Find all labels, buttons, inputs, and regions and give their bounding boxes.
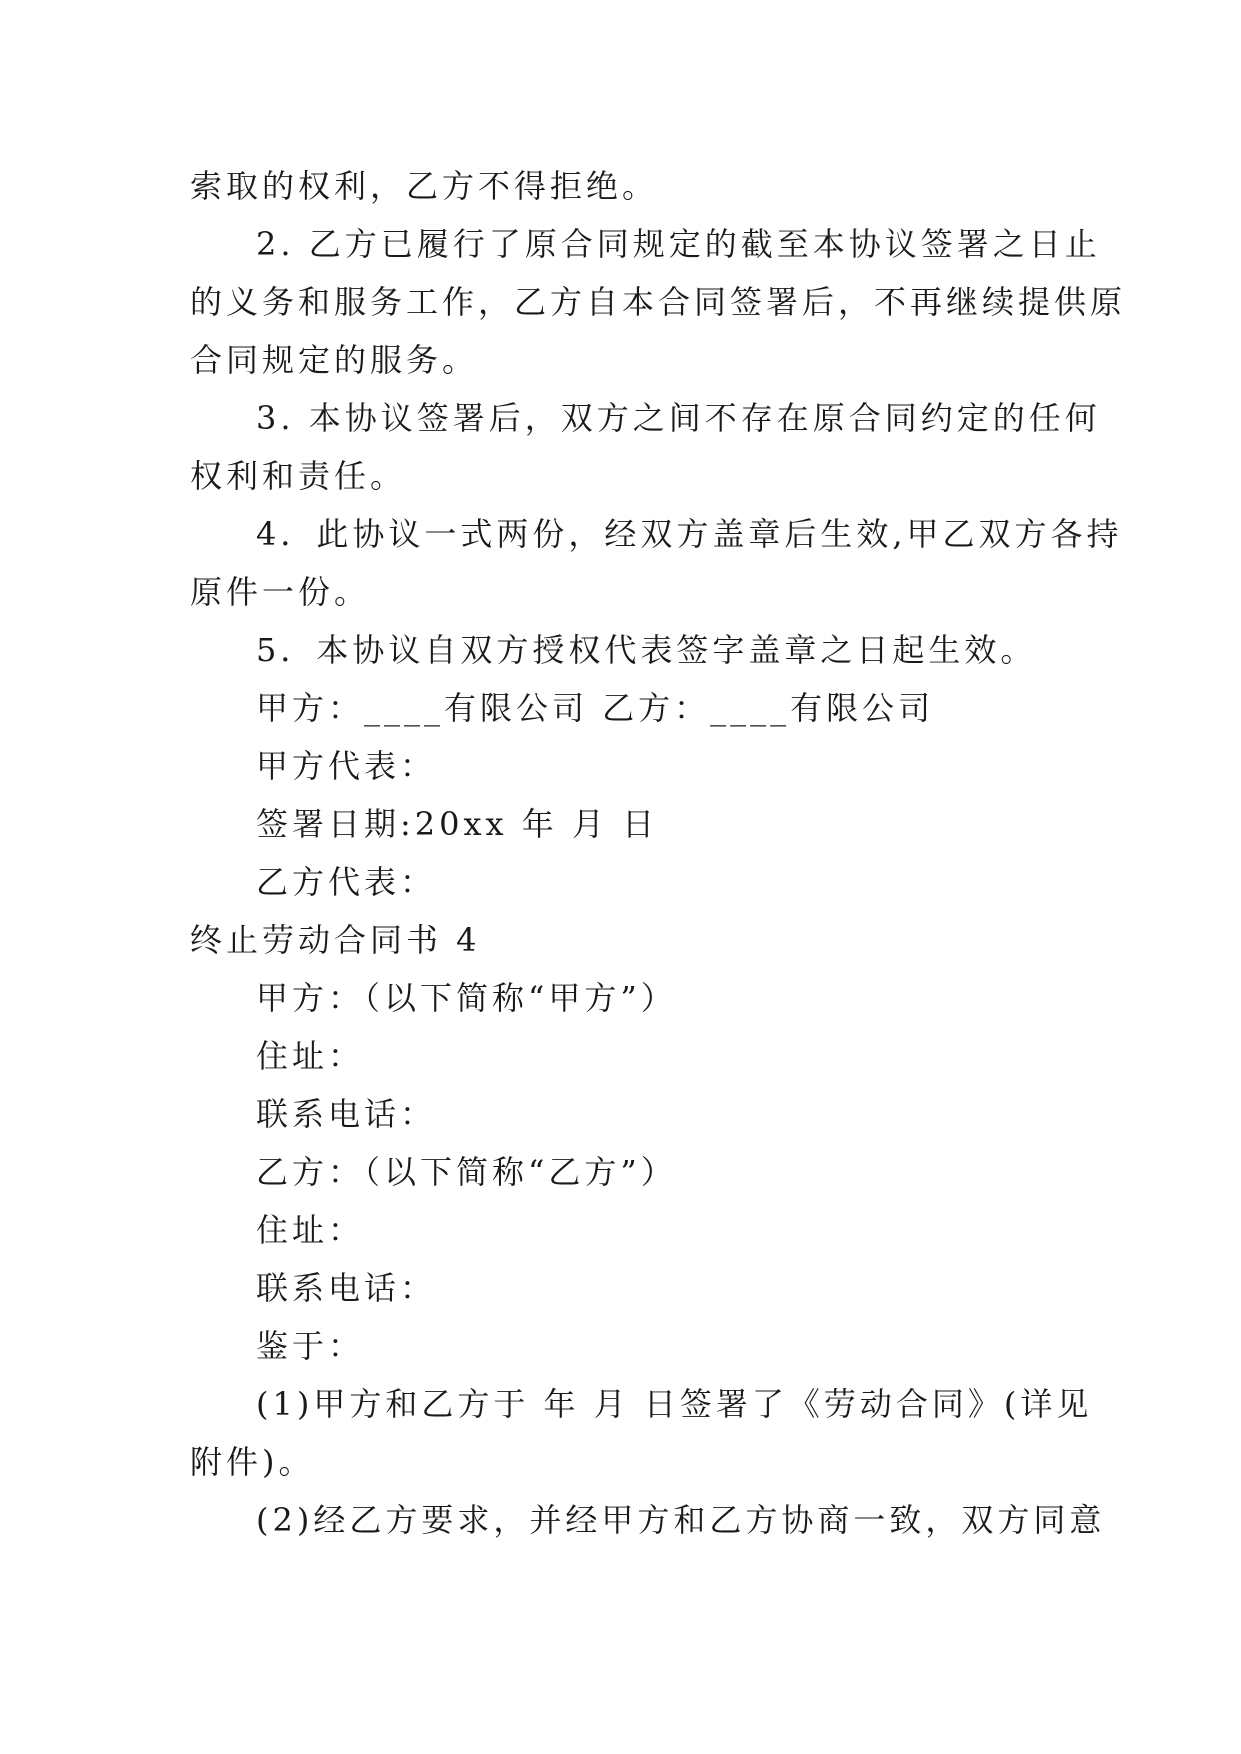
clause-4-line: 4．此协议一式两份，经双方盖章后生效,甲乙双方各持 bbox=[256, 515, 1123, 553]
party-a-label: 甲方：（以下简称“甲方”） bbox=[256, 979, 677, 1017]
party-b-phone: 联系电话： bbox=[256, 1269, 437, 1307]
paragraph-line: 原件一份。 bbox=[190, 573, 371, 611]
paragraph-line: 索取的权利，乙方不得拒绝。 bbox=[190, 167, 659, 205]
party-b-label: 乙方：（以下简称“乙方”） bbox=[256, 1153, 677, 1191]
document-body bbox=[190, 157, 1127, 1549]
recital-1-line: (1)甲方和乙方于 年 月 日签署了《劳动合同》(详见 bbox=[256, 1385, 1093, 1423]
party-a-representative: 甲方代表： bbox=[256, 747, 437, 785]
section-heading: 终止劳动合同书 4 bbox=[190, 921, 481, 959]
party-a-phone: 联系电话： bbox=[256, 1095, 437, 1133]
party-a-address: 住址： bbox=[256, 1037, 365, 1075]
party-b-representative: 乙方代表： bbox=[256, 863, 437, 901]
clause-2-line: 2. 乙方已履行了原合同规定的截至本协议签署之日止 bbox=[256, 225, 1101, 263]
signing-date: 签署日期:20xx 年 月 日 bbox=[256, 805, 659, 843]
clause-5-line: 5．本协议自双方授权代表签字盖章之日起生效。 bbox=[256, 631, 1037, 669]
recital-2-line: (2)经乙方要求，并经甲方和乙方协商一致，双方同意 bbox=[256, 1501, 1106, 1539]
paragraph-line: 合同规定的服务。 bbox=[190, 341, 479, 379]
paragraph-line: 权利和责任。 bbox=[190, 457, 407, 495]
parties-line: 甲方：____有限公司 乙方：____有限公司 bbox=[256, 689, 935, 727]
whereas-label: 鉴于： bbox=[256, 1327, 365, 1365]
paragraph-line: 附件)。 bbox=[190, 1443, 315, 1481]
paragraph-line: 的义务和服务工作，乙方自本合同签署后，不再继续提供原 bbox=[190, 283, 1127, 321]
clause-3-line: 3. 本协议签署后，双方之间不存在原合同约定的任何 bbox=[256, 399, 1101, 437]
party-b-address: 住址： bbox=[256, 1211, 365, 1249]
